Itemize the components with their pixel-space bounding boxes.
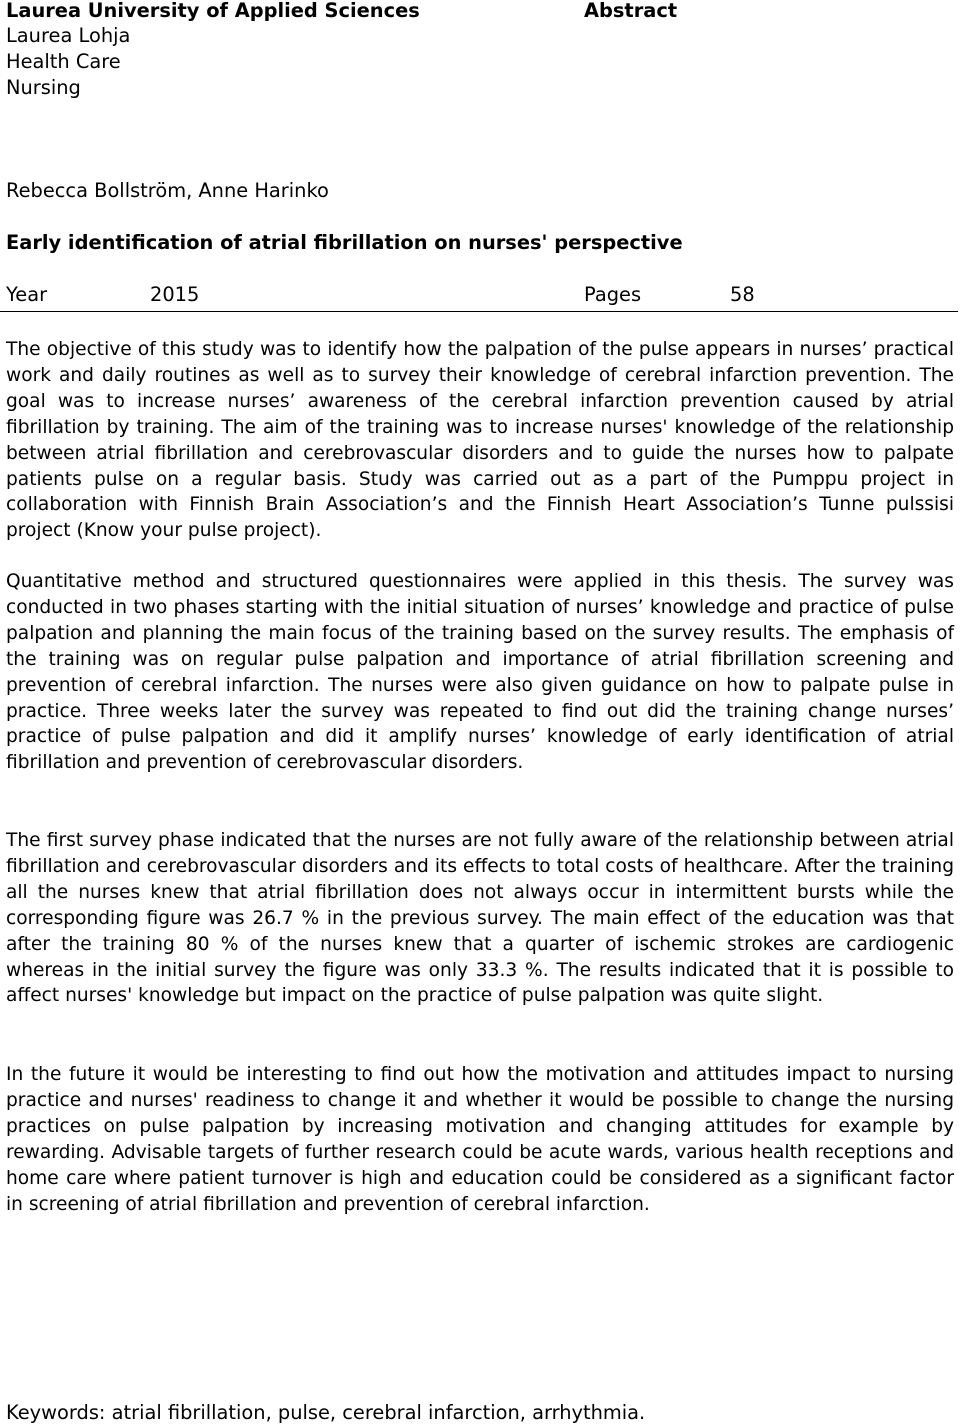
campus-name: Laurea Lohja (6, 24, 131, 47)
section-label: Abstract (584, 0, 678, 22)
abstract-paragraph-results: The first survey phase indicated that the nurses are not fully aware of the relationship between atrial fibrillation and cerebrovascular disorders and its effects to total costs of healthcare. After the training all the nurses knew that atrial fibrillation does not always occur in intermittent bursts while the corresponding figure was 26.7 % in the previous survey. The main effect of the education was that after the training 80 % of the nurses knew that a quarter of ischemic strokes are cardiogenic whereas in the initial survey the figure was only 33.3 %. The results indicated that it is possible to affect nurses' knowledge but impact on the practice of pulse palpation was quite slight. (6, 830, 954, 1007)
abstract-paragraph-method: Quantitative method and structured questionnaires were applied in this thesis. The survey was conducted in two phases starting with the initial situation of nurses’ knowledge and practice of pulse palpation and planning the main focus of the training based on the survey results. The emphasis of the training was on regular pulse palpation and importance of atrial fibrillation screening and prevention of cerebral infarction. The nurses were also given guidance on how to palpate pulse in practice. Three weeks later the survey was repeated to find out did the training change nurses’ practice of pulse palpation and did it amplify nurses’ knowledge of early identification of atrial fibrillation and prevention of cerebrovascular disorders. (6, 571, 954, 774)
field-name: Health Care (6, 50, 121, 73)
thesis-title: Early identification of atrial fibrillation on nurses' perspective (6, 231, 683, 254)
abstract-paragraph-objective: The objective of this study was to identify how the palpation of the pulse appears in nurses’ practical work and daily routines as well as to survey their knowledge of cerebral infarction prevention. The goal was to increase nurses’ awareness of the cerebral infarction prevention caused by atrial fibrillation by training. The aim of the training was to increase nurses' knowledge of the relationship between atrial fibrillation and cerebrovascular disorders and to guide the nurses how to palpate patients pulse on a regular basis. Study was carried out as a part of the Pumppu project in collaboration with Finnish Brain Association’s and the Finnish Heart Association’s Tunne pulssisi project (Know your pulse project). (6, 339, 954, 542)
year-label: Year (6, 283, 48, 306)
header-divider (0, 311, 958, 312)
keywords: Keywords: atrial fibrillation, pulse, cerebral infarction, arrhythmia. (6, 1401, 646, 1424)
university-name: Laurea University of Applied Sciences (6, 0, 420, 22)
authors: Rebecca Bollström, Anne Harinko (6, 179, 329, 202)
year-value: 2015 (150, 283, 200, 306)
pages-label: Pages (584, 283, 642, 306)
programme-name: Nursing (6, 76, 81, 99)
abstract-paragraph-future: In the future it would be interesting to find out how the motivation and attitudes impact to nursing practice and nurses' readiness to change it and whether it would be possible to change the nursing practices on pulse palpation by increasing motivation and changing attitudes for example by rewarding. Advisable targets of further research could be acute wards, various health receptions and home care where patient turnover is high and education could be considered as a significant factor in screening of atrial fibrillation and prevention of cerebral infarction. (6, 1064, 954, 1215)
pages-value: 58 (730, 283, 755, 306)
